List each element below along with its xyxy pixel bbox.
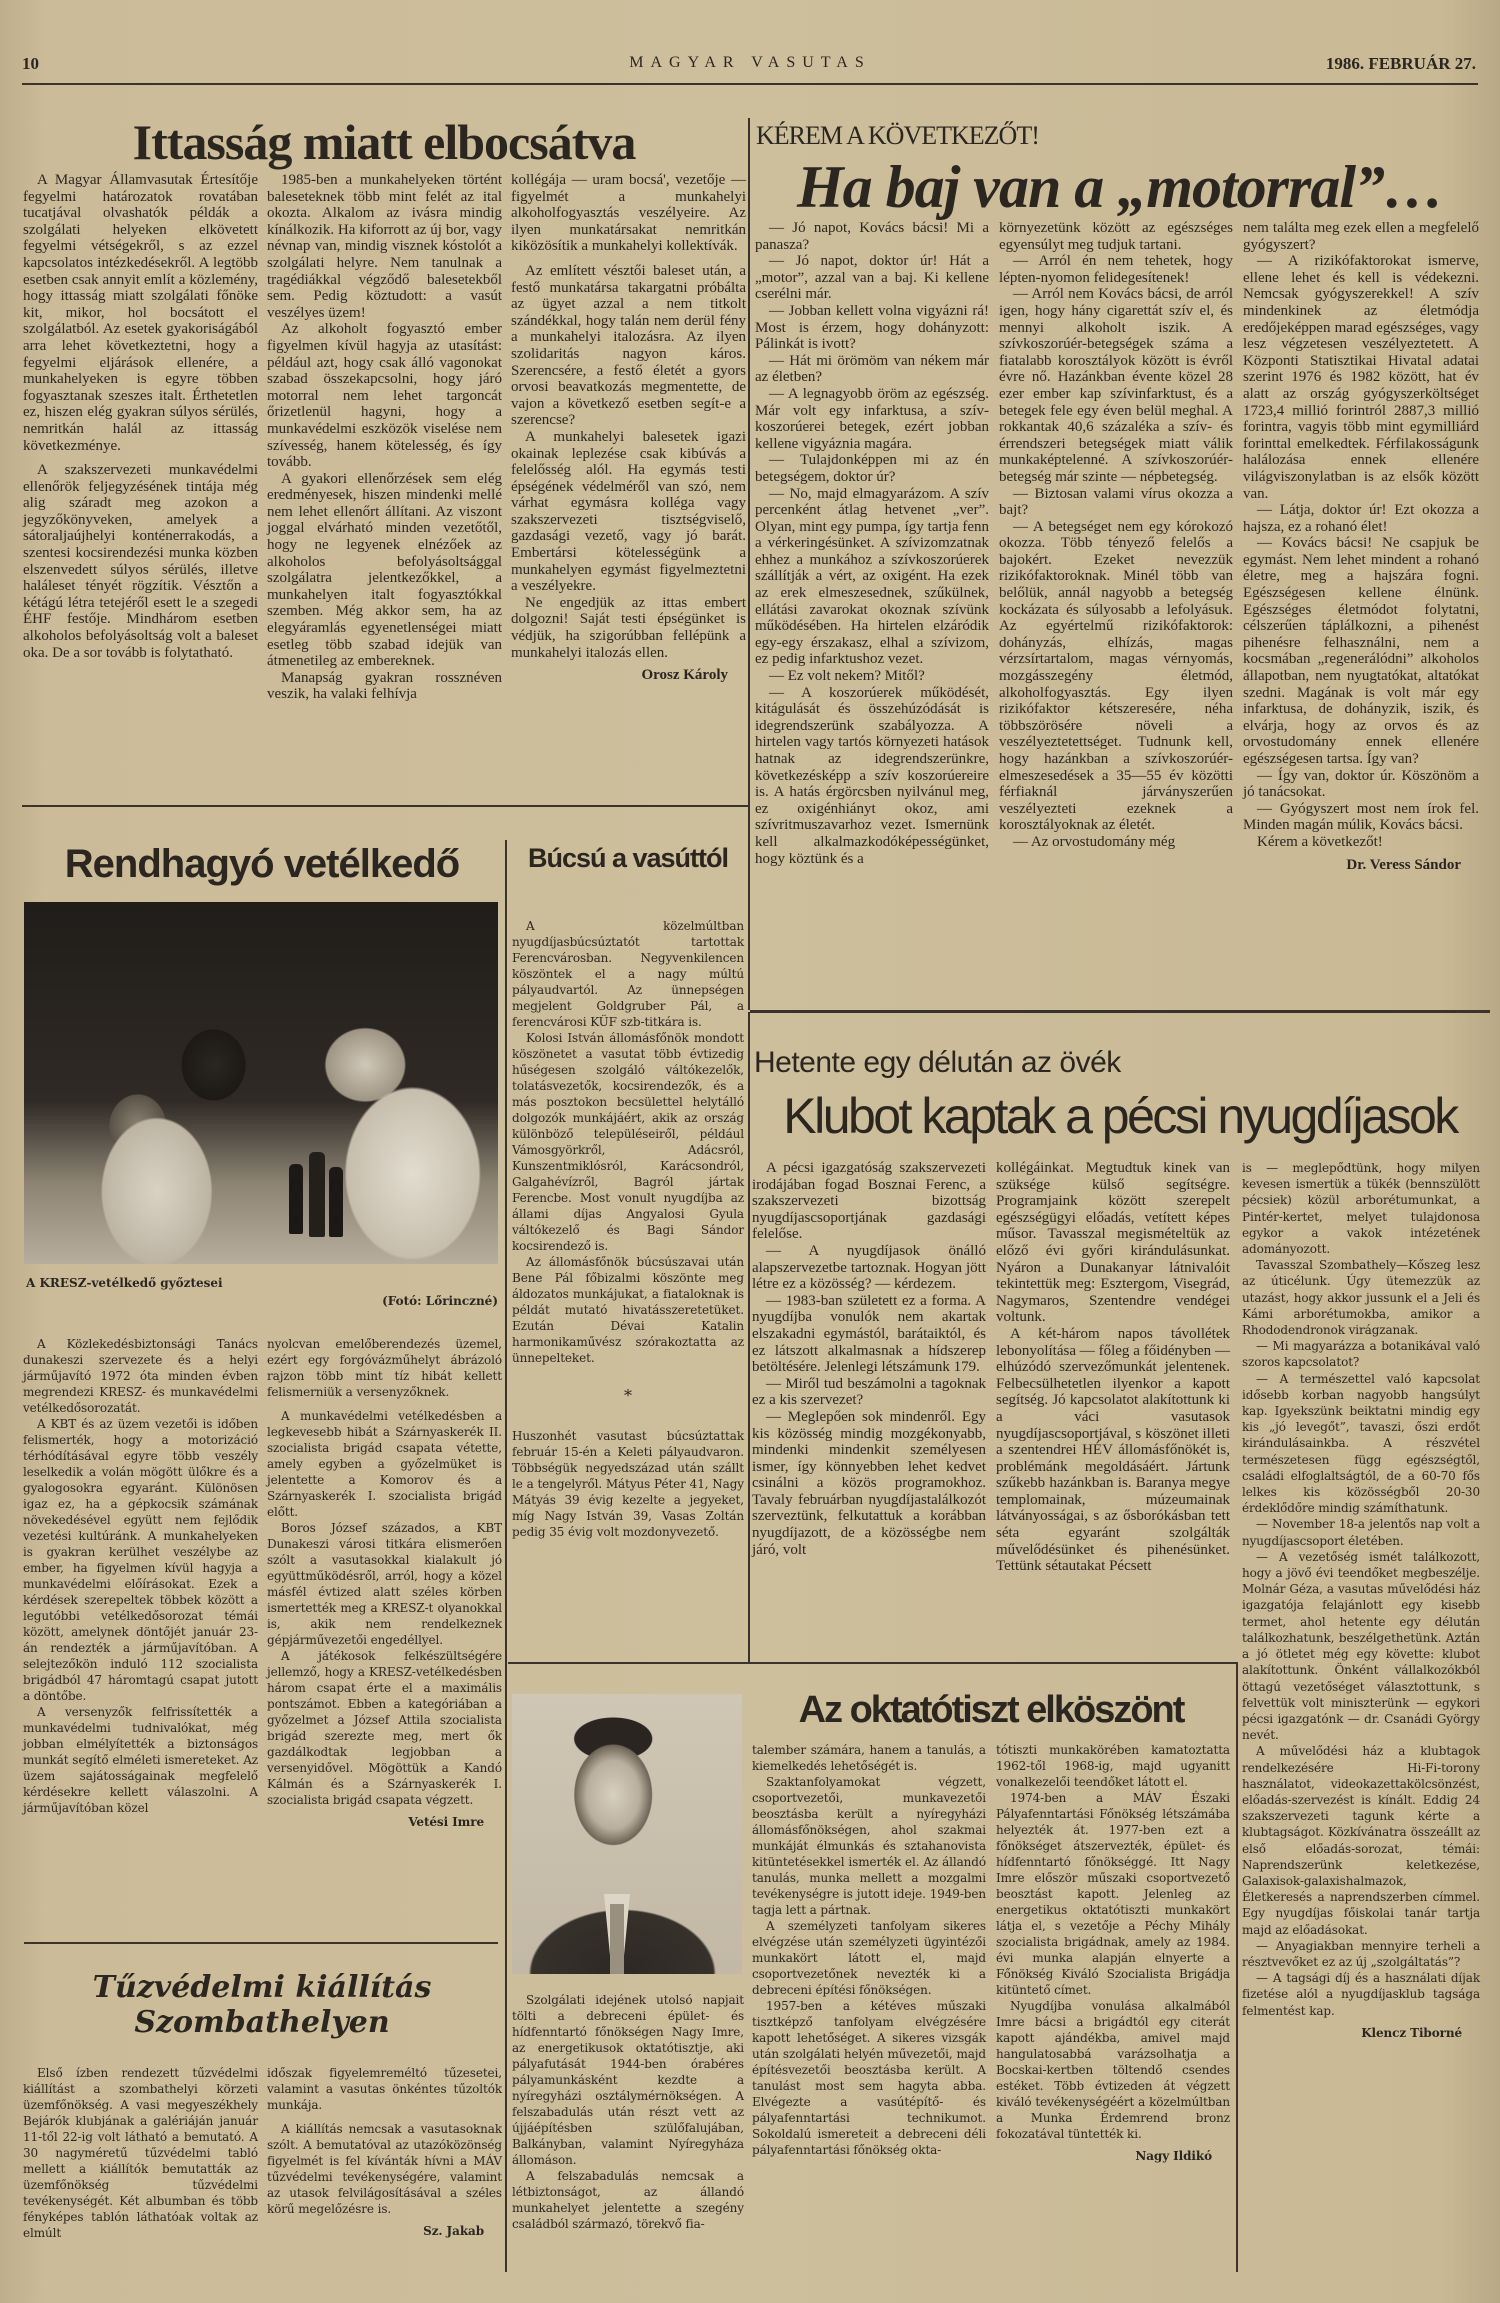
paragraph: — Gyógyszert most nem írok fel. Minden magán múlik, Kovács bácsi.	[1243, 800, 1479, 834]
headline: Ha baj van a „motorral”…	[796, 154, 1444, 220]
article-column	[267, 172, 502, 787]
paragraph: Első ízben rendezett tűzvédelmi kiállítást a szombathelyi körzeti üzemfőnökség. A vasi megyeszékhely Bejárók klubjának a galériáján január 11-től 22-ig volt látható a bemutató. A 30 nagyméretű tűzvédelmi tabló mellett a kiállítók bemutatták az üzemfőnökség tűzvédelmi tevékenységét. Két albumban és több fényképes tablón láthatóak voltak az elmúlt	[23, 2066, 258, 2240]
page-number: 10	[22, 54, 39, 73]
paragraph: Kolosi István állomásfőnök mondott köszönetet a vasutat több évtizedig hűségesen szolgáló váltókezelők, tolatásvezetők, kocsirendezők, és a más posztokon becsülettel helytálló dolgozók munkájáért, akik az ország különböző településeiről, például Vámosgyörkről, Adácsról, Kunszentmiklósról, Karácsondról, Galgahévízről, Bagról jártak Ferencbe. Most vonult nyugdíjba az állami díjas Angyalosi Gyula váltókezelő és Bagi Sándor kocsirendező is.	[512, 1031, 744, 1253]
article-column	[755, 220, 989, 1000]
paragraph: A közelmúltban nyugdíjasbúcsúztatót tartottak Ferencvárosban. Negyvenkilencen köszöntek el a nagy múltú pályaudvartól. Az ünnepségen megjelent Goldgruber Pál, a ferencvárosi KÜF szb-titkára is.	[512, 919, 744, 1029]
paragraph: — A vezetőség ismét találkozott, hogy a jövő évi teendőket megbeszélje. Molnár Géza, a vasutas művelődési ház igazgatója felajánlott egy kisebb termet, ahol hetente egy délután találkozhatunk, beszélgethetünk. Aztán a jó ötletet még egy követte: klubot alakítottunk. Önként vállalkozókból öttagú vezetőséget választottunk, s felvettük volt miniszterünk — egykori pécsi igazgatónk — dr. Csanádi György nevét.	[1242, 1549, 1480, 1743]
column-divider	[505, 840, 507, 2272]
issue-date: 1986. FEBRUÁR 27.	[1325, 54, 1476, 73]
paragraph: is — meglepődtünk, hogy milyen kevesen ismertük a tükék (bennszülött pécsiek) közül arborétumunkat, a Pintér-kertet, melyet tulajdonosa egykor a vakok intézetének adományozott.	[1242, 1161, 1480, 1257]
author-byline: Dr. Veress Sándor	[1346, 856, 1461, 873]
paragraph: Tavasszal Szombathely—Kőszeg lesz az úticélunk. Úgy ütemezzük az utazást, hogy akkor jussunk el a Jeli és Kámi arborétumokba, amikor a Rhododendronok virágzanak.	[1242, 1258, 1480, 1338]
paragraph: — Meglepően sok mindenről. Egy kis közösség mindig mozgékonyabb, mindenki mindenkit személyesen ismer, így könnyebben lehet kedvet csinálni a közös programokhoz. Tavaly februárban nyugdíjastalálkozót szerveztünk, felkutattuk a korábban nyugdíjazott, de a közösségbe nem járó, volt	[752, 1408, 986, 1558]
paragraph: — Anyagiakban mennyire terheli a résztvevőket ez az új „szolgáltatás”?	[1242, 1938, 1480, 1969]
paragraph: — Biztosan valami vírus okozza a bajt?	[999, 485, 1233, 519]
paragraph: Ne engedjük az ittas embert dolgozni! Saját testi épségünket is védjük, ha szigorúbban fellépünk a munkahelyi italozás ellen.	[511, 594, 746, 661]
paragraph: Az említett vésztői baleset után, a festő munkatársa takargatni próbálta az ügyet azzal a nem titkolt szándékkal, hogy talán nem derül fény a munkahelyi italozásra. Az ilyen szolidaritás nagyon káros. Szerencsére, a festő életét a gyors orvosi beavatkozás megmentette, de vajon a következő esetben segít-e a szerencse?	[511, 262, 746, 429]
paragraph: Az állomásfőnök búcsúszavai után Bene Pál főbizalmi köszönte meg áldozatos munkájukat, a fiataloknak is példát mutató hivatásszeretetüket. Ezután Dévai Katalin harmonikaművész szórakoztatta az ünnepelteket.	[512, 1255, 744, 1365]
author-byline: Vetési Imre	[408, 1815, 484, 1829]
author-byline: Sz. Jakab	[423, 2224, 484, 2238]
paragraph: A munkahelyi balesetek igazi okainak leplezése csak kibúvás a felelősség alól. Ha egymás testi épségének védelméről van szó, nem várhat egymásra kolléga vagy szakszervezeti tisztségviselő, gazdasági vezető, vagy jó barát. Embertársi kötelességünk a munkahelyen egymást figyelmeztetni a veszélyekre.	[511, 428, 746, 595]
paragraph: talember számára, hanem a tanulás, a kiemelkedés lehetőségét is.	[752, 1743, 986, 1773]
paragraph: — A legnagyobb öröm az egészség. Már volt egy infarktusa, a szív-koszorúerei betegek, ezért jobban kellene vigyáznia magára.	[755, 385, 989, 452]
paragraph: — A nyugdíjasok önálló alapszervezetbe tartoznak. Hogyan jött létre ez a közösség? — kérdezem.	[752, 1242, 986, 1293]
paragraph: A Közlekedésbiztonsági Tanács dunakeszi szervezete és a helyi járműjavító 1972 óta minden évben megrendezi KRESZ- és munkavédelmi vetélkedősorozatát.	[23, 1337, 258, 1415]
article-column	[1242, 1160, 1480, 2285]
paragraph: — Az orvostudomány még	[1013, 833, 1176, 850]
paragraph: — Arról én nem tehetek, hogy lépten-nyomon felidegesítenek!	[999, 253, 1233, 286]
bottle-shape	[289, 1164, 303, 1234]
paragraph: A személyzeti tanfolyam sikeres elvégzése után személyzeti ügyintézői munkakört látott el, majd csoportvezetőnek nevezték ki a debreceni építési főnökségen.	[752, 1919, 986, 1997]
section-rule	[750, 1010, 1490, 1013]
paragraph: — Kovács bácsi! Ne csapjuk be egymást. Nem lehet mindent a rohanó életre, meg a hajszára fogni. Egészségesen kellene élnünk. Egészséges életmódot folytatni, célszerűen táplálkozni, a pihenést pihenésre felhasználni, nem a kocsmában „regenerálódni” alkoholos állapotban, nem nyugtatókat, altatókat szedni. Magának is volt már egy infarktusa, de dohányzik, iszik, és elvárja, hogy az orvos és az orvostudomány ennek ellenére egészségesen tartsa. Így van?	[1243, 535, 1479, 767]
article-tuzvedelmi	[22, 1970, 502, 2040]
article-column	[996, 1160, 1230, 1645]
paragraph: Boros József százados, a KBT Dunakeszi városi titkára elismerően szólt a vasutasokkal kialakult jó együttműködésről, arról, hogy a közel másfél évtized alatt széles körben ismertették meg a KRESZ-t olyanokkal is, akik nem rendelkeznek gépjárművezetői engedéllyel.	[267, 1521, 502, 1647]
paragraph: — A természettel való kapcsolat idősebb korban nagyobb hangsúlyt kap. Igyekszünk beiktatni mindig egy kis „jó levegőt”, tavaszi, őszi erdőt kirándulásainkba. A részvétel természetesen függ egészségtől, családi elfoglaltságtól, de a 60-70 fős lelkes kis közösségből 20-30 érdeklődőre mindig számíthatunk.	[1242, 1371, 1480, 1516]
article-column	[752, 1742, 986, 2272]
column-kicker: KÉREM A KÖVETKEZŐT!	[756, 121, 1039, 150]
paragraph: — A betegséget nem egy kórokozó okozza. Több tényező felelős a bajokért. Ezeket nevezzük rizikófaktoroknak. Minél több van belőlük, annál nagyobb a betegség kockázata és súlyosabb a lefolyásuk. Az egyértelmű rizikófaktorok: dohányzás, elhízás, magas vérzsírtartalom, magas vérnyomás, mozgásszegény életmód, alkoholfogyasztás. Egy ilyen rizikófaktor kétszeresére, néha többszörösére növeli a veszélyeztetettséget. Tudnunk kell, hogy hazánkban a szívkoszorúér-elmeszesedések a 35—55 év közötti férfiaknál járványszerűen veszélyezteti ezeknek a korosztályoknak az életét.	[999, 518, 1233, 834]
photo-credit: (Fotó: Lőrinczné)	[382, 1294, 498, 1308]
paragraph: Szaktanfolyamokat végzett, csoportvezetői, munkavezetői beosztásba került a nyíregyházi állomásfőnökségen, ahol szakmai munkáját élmunkás és sztahanovista kitüntetésekkel ismerték el. Az állandó tanulás, munka mellett a mozgalmi tevékenységre is jutott ideje. 1949-ben tagja lett a pártnak.	[752, 1775, 986, 1917]
paragraph: A versenyzők felfrissítették a munkavédelmi tudnivalókat, még jobban elmélyítették a biztonságos munkát segítő elméleti ismereteket. Az üzem sajátosságainak megfelelő kérdésekre kellett válaszolni. A járműjavítóban közel	[23, 1705, 258, 1815]
paragraph: — Tulajdonképpen mi az én betegségem, doktor úr?	[755, 452, 989, 485]
section-rule	[24, 1942, 498, 1944]
photo-caption: A KRESZ-vetélkedő győztesei	[26, 1276, 223, 1290]
paragraph: nyolcvan emelőberendezés üzemel, ezért egy forgóvázműhelyt ábrázoló rajzon több mint tíz hibát kellett felismerniük a versenyzőknek.	[267, 1337, 502, 1399]
headline: Búcsú a vasúttól	[527, 843, 729, 873]
paragraph: — No, majd elmagyarázom. A szív percenként átlag hetvenet „ver”. Olyan, mint egy pumpa, így tartja fenn a vérkeringésünket. A szívizomzatnak ehhez a munkához a szívkoszorúerek szállítják a vért, az oxigént. Ha ezek az erek elmeszesednek, szűkülnek, ellátási zavarokat okoznak szívünk működésében. Ha hirtelen elzáródik egy-egy érszakasz, elhal a szívizom, ez pedig infarktushoz vezet.	[755, 485, 989, 668]
paragraph: 1985-ben a munkahelyeken történt baleseteknek több mint felét az ital okozta. Alkalom az ivásra mindig kínálkozik. Ha kiforrott az új bor, vagy névnap van, mindig visznek kóstolót a szolgálati helyre. Nem tanulnak a tragédiákkal végződő balesetekből sem. Pedig köztudott: a vasút veszélyes üzem!	[267, 172, 502, 321]
paragraph: — Így van, doktor úr. Köszönöm a jó tanácsokat.	[1243, 767, 1479, 801]
contest-winners-photo	[24, 902, 498, 1264]
paragraph: A játékosok felkészültségére jellemző, hogy a KRESZ-vetélkedésben három csapat érte el a maximális pontszámot. Ebben a kategóriában a győzelmet a József Attila szocialista brigád szerezte meg, mert ők gazdálkodtak legjobban a versenyidővel. Mögöttük a Kandó Kálmán és a Szárnyaskerék I. szocialista brigád csapata végzett.	[267, 1649, 502, 1807]
column-divider	[748, 1012, 750, 1662]
paragraph: A szakszervezeti munkavédelmi ellenőrök feljegyzésének tintája még alig száradt meg azokon a jegyzőkönyveken, amelyek a sátoraljaújhelyi konténerrakodás, a szentesi kocsirendezési munka közben elszenvedett súlyos sérülés, illetve haláleset tényét rögzítik. Vésztőn a kétágú létra tetejéről esett le a szegedi ÉHF festője. Mindhárom esetben alkoholos befolyásoltság volt a baleset oka. De a sor tovább is folytatható.	[23, 462, 258, 661]
headline: Rendhagyó vetélkedő	[64, 842, 460, 886]
article-column	[511, 172, 746, 797]
paragraph: — A tagsági díj és a használati díjak fizetése alól a nyugdíjasklub tagsága felmentést kap.	[1242, 1971, 1480, 2018]
headline-line: Szombathelyen	[134, 2005, 390, 2040]
article-column	[752, 1160, 986, 1645]
paragraph: A művelődési ház a klubtagok rendelkezésére Hi-Fi-torony használatot, videokazettakölcsönzést, előadás-szervezést is kínált. Eddig 24 szakszervezeti tagunk kérte a klubtagságot. Közkívánatra összeállt az első előadás-sorozat, témái: Naprendszerünk keletkezése, Galaxisok-galaxishalmazok, Életkeresés a naprendszerben címmel. Egy nyugdíjas főiskolai tanár tartja majd az előadásokat.	[1242, 1744, 1480, 1937]
article-kicker: Hetente egy délután az övék	[754, 1046, 1121, 1079]
article-column	[23, 1336, 258, 1916]
paragraph: A felszabadulás nemcsak a létbiztonságot, az állandó munkahelyet jelentette a szegény családból származó, törekvő fia-	[512, 2169, 744, 2231]
section-rule	[22, 805, 748, 807]
bottle-shape	[329, 1167, 343, 1237]
paragraph: tótiszti munkakörében kamatoztatta 1962-től 1968-ig, majd ugyanitt vonalkezelői teendőket látott el.	[996, 1743, 1230, 1789]
paragraph: kollégája — uram bocsá', vezetője — figyelmét a munkahelyi alkoholfogyasztás veszélyeire. Az ilyen munkatársakat nemritkán kiközösítik a munkahelyi kollektívák.	[511, 172, 746, 255]
paragraph: 1974-ben a MÁV Északi Pályafenntartási Főnökség létszámába helyezték át. 1977-ben ezt a főnökséget átszervezték, épület- és hídfenntartó főnökséggé. Itt Nagy Imre először műszaki csoportvezető beosztást kapott. Jelenleg az energetikus oktatótiszti munkakört látja el, s vezetője a Péchy Mihály szocialista brigádnak, amely az 1984. évi munka alapján elnyerte a Főnökség Kiváló Szocialista Brigádja kitüntető címet.	[996, 1791, 1230, 1997]
paragraph: — Hát mi örömöm van nékem már az életben?	[755, 352, 989, 386]
paragraph: környezetünk között az egészséges egyensúlyt meg tudjuk tartani.	[999, 220, 1233, 253]
headline-line: Tűzvédelmi kiállítás	[92, 1970, 432, 2005]
paragraph: Huszonhét vasutast búcsúztattak február 15-én a Keleti pályaudvaron. Többségük negyedszázad után szállt le a tengelyről. Mátyus Péter 41, Nagy Mátyás 39 évig kezelte a jegyeket, míg Nagy István 39, Vasas Zoltán pedig 35 évig volt mozdonyvezető.	[512, 1429, 744, 1539]
section-rule	[508, 1662, 1236, 1664]
author-byline: Nagy Ildikó	[1135, 2149, 1212, 2163]
paragraph: — November 18-a jelentős nap volt a nyugdíjascsoport életében.	[1242, 1517, 1480, 1548]
headline: Klubot kaptak a pécsi nyugdíjasok	[783, 1088, 1457, 1144]
newspaper-name: MAGYAR VASUTAS	[629, 54, 871, 71]
paragraph: Nyugdíjba vonulása alkalmából Imre bácsi a brigádtól egy citerát kapott ajándékba, amivel majd hangulatosabbá varázsolhatja a Bocskai-kertben töltendő csendes estéket. Több évtizeden át végzett kiváló tevékenységéért a közelmúltban a Munka Érdemrend bronz fokozatával tüntették ki.	[996, 1999, 1230, 2141]
paragraph: A Magyar Államvasutak Értesítője fegyelmi határozatok rovatában tucatjával olvashatók példák a szolgálati helyeken elkövetett fegyelmi vétségekről, s az ezzel kapcsolatos intézkedésekről. A legtöbb esetben csak annyit említ a közlemény, hogy ittasság miatt szolgálati főnöke kit, mikor, hol bocsátott el szolgálatból. Az esetek gyakoriságából arra lehet következtetni, hogy a fegyelmi eljárások ellenére, a munkahelyeken is egyre többen fogyasztanak szeszes italt. Érthetetlen ez, hiszen elég gyakran súlyos sérülés, nemritkán halál az ittasság következménye.	[23, 172, 258, 454]
paragraph: Szolgálati idejének utolsó napjait tölti a debreceni épület- és hídfenntartó főnökségen Nagy Imre, az energetikusok oktatótisztje, aki pályafutását 1944-ben órabéres pályamunkásként kezdte a nyíregyházi osztálymérnökségen. A felszabadulás után részt vett az újjáépítésben szülőfalujában, Balkányban, valamint Nyíregyháza állomáson.	[512, 1993, 744, 2167]
article-column	[512, 918, 744, 1638]
paragraph: nem találta meg ezek ellen a megfelelő gyógyszert?	[1243, 220, 1479, 253]
paragraph: A két-három napos távollétek lebonyolítása — főleg a főidényben — elhúzódó szervezőmunkát jelentenek. Felbecsülhetetlen ilyenkor a kapott segítség. Jó kapcsolatot alakítottunk ki a váci vasutasok nyugdíjascsoportjával, s köszönet illeti a szentendrei HÉV állomásfőnökét is, problémánk megoldásáért. Jártunk szűkebb hazánkban is. Baranya megye templomainak, múzeumainak látványosságai, s az ősborókásban tett séta egyaránt szolgálták művelődésünket és pihenésünket. Tettünk sétautakat Pécsett	[996, 1325, 1230, 1575]
article-column	[23, 172, 258, 787]
paragraph: — Látja, doktor úr! Ezt okozza a hajsza, ez a rohanó élet!	[1243, 502, 1479, 535]
paragraph: A kiállítás nemcsak a vasutasoknak szólt. A bemutatóval az utazóközönség figyelmét is fel kívánták hívni a MÁV tűzvédelmi tevékenységére, valamint az utasok felvilágosításával a széles körű megelőzésre is.	[267, 2122, 502, 2216]
nagy-imre-portrait	[512, 1694, 742, 1974]
paragraph: — Arról nem Kovács bácsi, de arról igen, hogy hány cigarettát szív el, és mennyi alkoholt iszik. A szívkoszorúér-betegségek száma a fiatalabb korosztályok között is évről évre nő. Hazánkban évente közel 28 ezer ember kap szívinfarktust, és a betegek fele egy éven belül meghal. A rokkantak 40,6 százaléka a szív- és érrendszeri betegségek miatt válik munkaképtelenné. A szívkoszorúér-betegség már szinte — népbetegség.	[999, 286, 1233, 485]
paragraph: Manapság gyakran rossznéven veszik, ha valaki felhívja	[267, 669, 502, 703]
paragraph: Kérem a következőt!	[1257, 833, 1383, 850]
bottle-shape	[309, 1152, 325, 1237]
paragraph: — Jobban kellett volna vigyázni rá! Most is érzem, hogy dohányzott: Pálinkát is ivott?	[755, 302, 989, 353]
article-column	[512, 1992, 744, 2272]
paragraph: Az alkoholt fogyasztó ember figyelmen kívül hagyja az utasítást: például azt, hogy csak álló vagonokat szabad összekapcsolni, hogy járó motorral nem lehet targoncát őrizetlenül hagyni, hogy a munkavédelmi eszközök viselése nem szívesség, hanem kötelesség, és így tovább.	[267, 321, 502, 471]
paragraph: A KBT és az üzem vezetői is időben felismerték, hogy a motorizáció térhódításával egyre több veszély leselkedik a volán mögött ülőkre és a gyalogosokra egyaránt. Különösen igaz ez, ha a gépkocsik számának növekedésével együtt nem fejlődik vezetési kultúránk. A munkahelyeken is gyakran kerülhet veszélybe az ember, ha figyelmen kívül hagyja a munkavédelmi előírásokat. Ezek a kérdések szerepeltek többek között a legutóbbi vetélkedősorozat témái között, amelynek döntőjét január 23-án rendezték a járműjavítóban. A selejtezőkön induló 112 szocialista brigádból 47 háromtagú csapat jutott a döntőbe.	[23, 1417, 258, 1703]
paragraph: A munkavédelmi vetélkedésben a legkevesebb hibát a Szárnyaskerék II. szocialista brigád csapata vétette, amely egyben a győzelmüket is jelentette a Komorov és a Szárnyaskerék I. szocialista brigád előtt.	[267, 1409, 502, 1519]
headline: Az oktatótiszt elköszönt	[798, 1689, 1184, 1731]
author-byline: Klencz Tiborné	[1361, 2025, 1462, 2040]
author-byline: Orosz Károly	[641, 667, 728, 684]
column-divider	[1236, 1662, 1238, 2272]
paragraph: — 1983-ban született ez a forma. A nyugdíjba vonulók nem akartak elszakadni egymástól, barátaiktól, és ez látszott alkalmasnak a hídszerep betöltésére. Jelenlegi létszámunk 179.	[752, 1292, 986, 1376]
article-column	[267, 1336, 502, 1926]
column-divider	[748, 118, 750, 1010]
article-column	[267, 2065, 502, 2280]
paragraph: A pécsi igazgatóság szakszervezeti irodájában fogad Bosznai Ferenc, a szakszervezeti bizottság nyugdíjascsoportjának gazdasági felelőse.	[752, 1160, 986, 1243]
separator-asterisk: *	[624, 1386, 632, 1405]
article-column	[23, 2065, 258, 2265]
paragraph: kollégáinkat. Megtudtuk kinek van szüksége külső segítségre. Programjaink között szerepelt egészségügyi előadás, vetített képes műsor. Tavasszal megismételtük az előző évi győri kirándulásunkat. Nyáron a Dunakanyar látnivalóit tekintettük meg: Esztergom, Visegrád, Nagymaros, Szentendre vendégei voltunk.	[996, 1160, 1230, 1326]
paragraph: — Jó napot, Kovács bácsi! Mi a panasza?	[755, 220, 989, 253]
headline: Ittasság miatt elbocsátva	[132, 114, 636, 170]
paragraph: időszak figyelemreméltó tűzesetei, valamint a vasutas önkéntes tűzoltók munkája.	[267, 2066, 502, 2112]
tie-shape	[610, 1904, 624, 1974]
paragraph: — Miről tud beszámolni a tagoknak ez a kis szervezet?	[752, 1375, 986, 1409]
paragraph: — A koszorúerek működését, kitágulását és összehúzódását is idegrendszerünk szabályozza. A hirtelen vagy tartós környezeti hatások hatnak az idegrendszerünkre, következésképp a szív koszorúereire is. A hatás érgörcsben nyilvánul meg, ez oxigénhiányt okoz, ami szívritmuszavarhoz vezet. Ismernünk kell alkalmazkodóképességünket, hogy köztünk és a	[755, 684, 989, 867]
article-column	[999, 220, 1233, 1000]
paragraph: — A rizikófaktorokat ismerve, ellene lehet és kell is védekezni. Nemcsak gyógyszerekkel! A szív mindenkinek az életmódja eredőjeképpen marad egészséges, vagy lesz végzetesen veszélyeztetett. A Központi Statisztikai Hivatal adatai szerint 1976 és 1982 között, hat év alatt az ország gyógyszerköltséget 1723,4 millió forintról 2887,3 millió forintra, vagyis több mint egymilliárd forinttal emelkedtek. Férfilakosságunk halálozása ennek ellenére világviszonylatban is az elsők között van.	[1243, 253, 1479, 502]
paragraph: — Mi magyarázza a botanikával való szoros kapcsolatot?	[1242, 1339, 1480, 1370]
article-column	[1243, 220, 1479, 1005]
paragraph: 1957-ben a kétéves műszaki tisztképző tanfolyam elvégzésére kapott lehetőséget. A sikeres vizsgák után szolgálati helyén művezetői, majd építésvezetői beosztásba került. A tanulást most sem hagyta abba. Elvégezte a vasútépítő- és pályafenntartási technikumot. Sokoldalú ismereteit a debreceni déli pályafenntartási főnökség okta-	[752, 1999, 986, 2157]
article-column	[996, 1742, 1230, 2277]
paragraph: — Jó napot, doktor úr! Hát a „motor”, azzal van a baj. Ki kellene cserélni már.	[755, 253, 989, 303]
header-rule	[22, 83, 1478, 85]
paragraph: — Ez volt nekem? Mitől?	[769, 668, 925, 685]
paragraph: A gyakori ellenőrzések sem elég eredményesek, hiszen mindenki mellé nem lehet ellenőrt állítani. Az viszont joggal elvárható minden vezetőtől, hogy ne legyenek elnézőek az alkoholos befolyásoltsággal szolgálatra jelentkezőkkel, a munkahelyen italt fogyasztókkal szemben. Még akkor sem, ha az elegyáramlás egyenetlenségei miatt esetleg több szabad idejük van átmenetileg az embereknek.	[267, 470, 502, 670]
